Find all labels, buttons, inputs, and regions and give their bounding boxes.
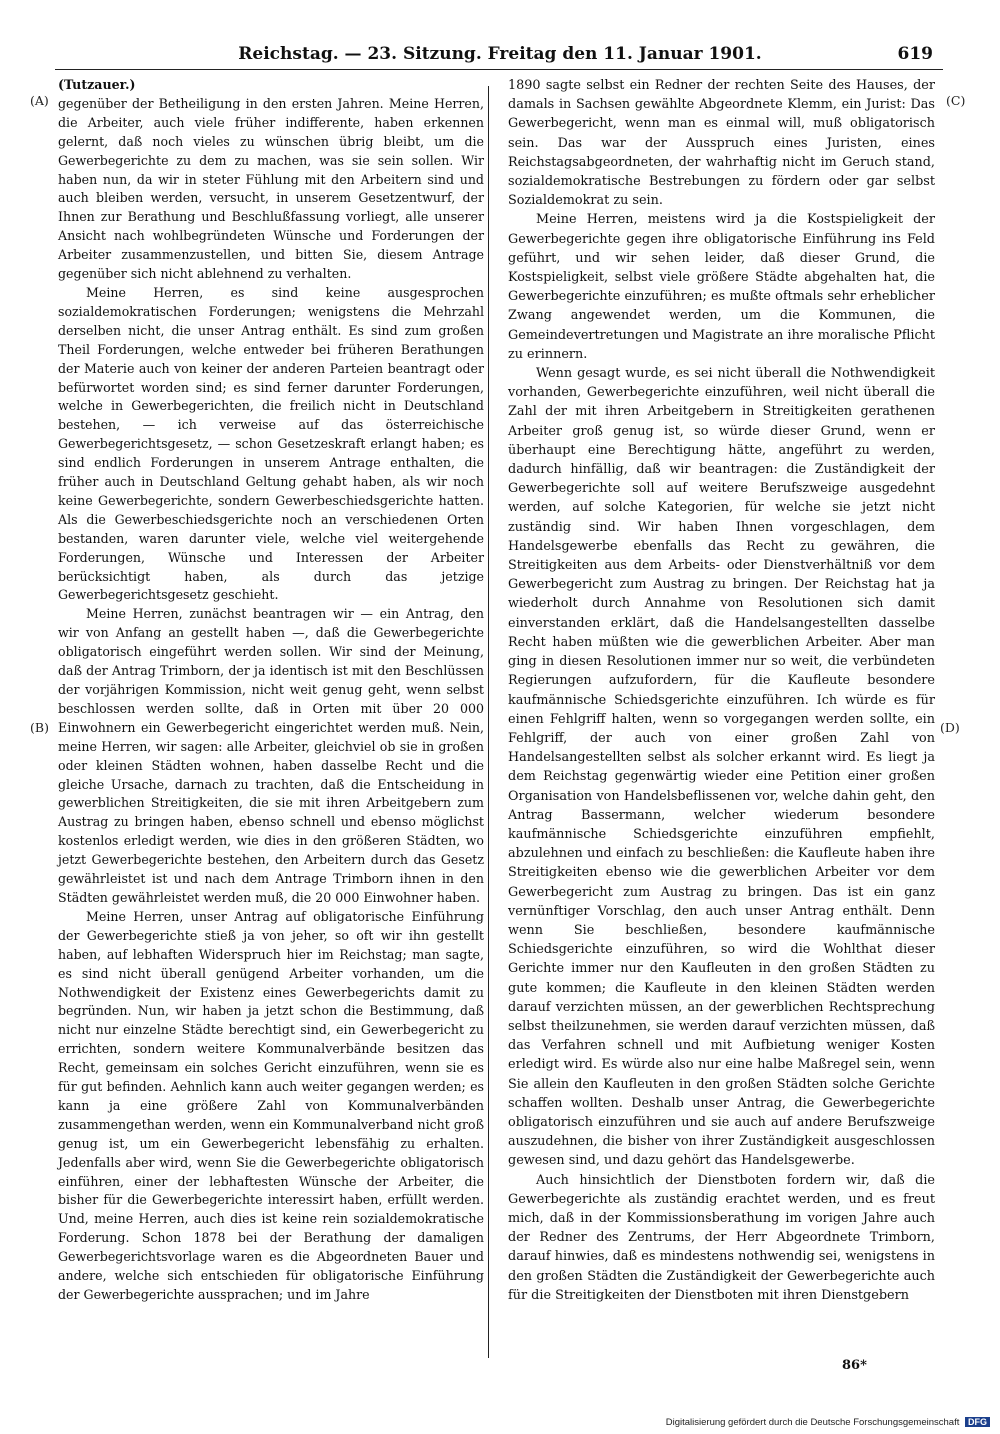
signature-mark: 86* <box>842 1358 867 1373</box>
paragraph: gegenüber der Betheiligung in den ersten Jahren. Meine Herren, die Arbeiter, auch viele früher indifferente, haben erkennen gelernt, daß noch vieles zu wünschen übrig bleibt, um die Gewerbegerichte zu dem zu machen, was sie sein sollen. Wir haben nun, da wir in steter Fühlung mit den Arbeitern sind und auch bleiben werden, versucht, in unserem Gesetzentwurf, der Ihnen zur Berathung und Beschlußfassung vorliegt, alle unserer Ansicht nach wohlbegründeten Wünsche und Forderungen der Arbeiter zusammenzustellen, und bitten Sie, diesem Antrage gegenüber sich nicht ablehnend zu verhalten. <box>58 95 484 282</box>
paragraph: 1890 sagte selbst ein Redner der rechten Seite des Hauses, der damals in Sachsen gewählte Abgeordnete Klemm, ein Jurist: Das Gewerbegericht, wenn man es einmal will, muß obligatorisch sein. Das war der Ausspruch eines Juristen, eines Reichstagsabgeordneten, der wahrhaftig nicht im Geruch stand, sozialdemokratische Bestrebungen zu fördern oder gar selbst Sozialdemokrat zu sein. <box>508 78 935 209</box>
margin-marker-d: (D) <box>940 720 960 735</box>
right-column <box>508 76 935 1305</box>
paragraph: Auch hinsichtlich der Dienstboten fordern wir, daß die Gewerbegerichte als zuständig erachtet werden, und es freut mich, daß in der Kommissionsberathung im vorigen Jahre auch der Redner des Zentrums, der Herr Abgeordnete Trimborn, darauf hinwies, daß es mindestens nothwendig sei, wenigstens in den großen Städten die Zuständigkeit der Gewerbegerichte auch für die Streitigkeiten der Dienstboten mit ihren Dienstgebern <box>508 1172 935 1303</box>
speaker-name: (Tutzauer.) <box>58 77 136 92</box>
running-title: Reichstag. — 23. Sitzung. Freitag den 11. Januar 1901. <box>238 44 762 64</box>
column-divider <box>488 86 489 1358</box>
digitization-credit <box>666 1417 990 1428</box>
page-header <box>55 44 945 70</box>
paragraph: Wenn gesagt wurde, es sei nicht überall die Nothwendigkeit vorhanden, Gewerbegerichte einzuführen, weil nicht überall die Zahl der mit ihren Arbeitgebern in Streitigkeiten gerathenen Arbeiter groß genug ist, so würde dieser Grund, wenn er überhaupt eine Berechtigung hätte, angeführt zu werden, dadurch hinfällig, daß wir beantragen: die Zuständigkeit der Gewerbegerichte soll auf weitere Berufszweige ausgedehnt werden, auf solche Kategorien, für welche sie jetzt nicht zuständig sind. Wir haben Ihnen vorgeschlagen, dem Handelsgewerbe ebenfalls das Recht zu gewähren, die Streitigkeiten aus dem Arbeits- oder Dienstverhältniß vor dem Gewerbegericht zum Austrag zu bringen. Der Reichstag hat ja wiederholt durch Annahme von Resolutionen sich damit einverstanden erklärt, daß die Handelsangestellten dasselbe Recht haben müßten wie die gewerblichen Arbeiter. Aber man ging in diesen Resolutionen immer nur so weit, die verbündeten Regierungen aufzufordern, für die Kaufleute besondere kaufmännische Schiedsgerichte einzuführen. Ich würde es für einen Fehlgriff halten, wenn so vorgegangen werden sollte, ein Fehlgriff, der auch von einer großen Zahl von Handelsangestellten selbst als solcher erkannt wird. Es liegt ja dem Reichstag gegenwärtig wieder eine Petition einer großen Organisation von Handelsbeflissenen vor, welche dahin geht, den Antrag Bassermann, welcher wiederum besondere kaufmännische Schiedsgerichte einzuführen empfiehlt, abzulehnen und einfach zu beschließen: die Kaufleute haben ihre Streitigkeiten ebenso wie die gewerblichen Arbeiter vor dem Gewerbegericht zum Austrag zu bringen. Das ist ein ganz vernünftiger Vorschlag, den auch unser Antrag enthält. Denn wenn Sie beschließen, besondere kaufmännische Schiedsgerichte einzuführen, so wird die Wohlthat dieser Gerichte immer nur den Kaufleuten in den großen Städten zu gute kommen; die Kaufleute in den kleinen Städten werden darauf verzichten müssen, an der gewerblichen Rechtsprechung selbst theilzunehmen, sie werden darauf verzichten müssen, daß das Verfahren schnell und mit Aufbietung weniger Kosten erledigt wird. Es würde also nur eine halbe Maßregel sein, wenn Sie allein den Kaufleuten in den großen Städten solche Gerichte schaffen wollten. Deshalb unser Antrag, die Gewerbegerichte obligatorisch einzuführen und sie auch auf andere Berufszweige auszudehnen, die bisher von ihrer Zuständigkeit ausgeschlossen gewesen sind, und dazu gehört das Handelsgewerbe. <box>508 366 935 1169</box>
dfg-logo: DFG <box>965 1417 990 1427</box>
margin-marker-a: (A) <box>30 93 49 108</box>
margin-marker-c: (C) <box>946 93 966 108</box>
page-number: 619 <box>897 44 933 64</box>
credit-text: Digitalisierung gefördert durch die Deutsche Forschungsgemeinschaft <box>665 1417 960 1428</box>
paragraph: Meine Herren, unser Antrag auf obligatorische Einführung der Gewerbegerichte stieß ja von jeher, so oft wir ihn gestellt haben, auf lebhaften Widerspruch hier im Reichstag; man sagte, es sind nicht überall genügend Arbeiter vorhanden, um die Nothwendigkeit der Existenz eines Gewerbegerichts damit zu begründen. Nun, wir haben ja jetzt schon die Bestimmung, daß nicht nur einzelne Städte berechtigt sind, ein Gewerbegericht zu errichten, sondern weitere Kommunalverbände besitzen das Recht, gemeinsam ein solches Gericht einzuführen, wenn sie es für gut befinden. Aehnlich kann auch weiter gegangen werden; es kann ja eine größere Zahl von Kommunalverbänden zusammengethan werden, wenn ein Kommunalverband nicht groß genug ist, um ein Gewerbegericht lebensfähig zu erhalten. Jedenfalls aber wird, wenn Sie die Gewerbegerichte obligatorisch einführen, einer der lebhaftesten Wünsche der Arbeiter, die bisher für die Gewerbegerichte interessirt haben, erfüllt werden. Und, meine Herren, auch dies ist keine rein sozialdemokratische Forderung. Schon 1878 bei der Berathung der damaligen Gewerbegerichtsvorlage waren es die Abgeordneten Bauer und andere, welche sich entschieden für obligatorische Einführung der Gewerbegerichte aussprachen; und im Jahre <box>58 908 484 1302</box>
paragraph: Meine Herren, zunächst beantragen wir — ein Antrag, den wir von Anfang an gestellt haben —, daß die Gewerbegerichte obligatorisch eingeführt werden sollen. Wir sind der Meinung, daß der Antrag Trimborn, der ja identisch ist mit den Beschlüssen der vorjährigen Kommission, nicht weit genug geht, wenn selbst beschlossen werden sollte, daß in Orten mit über 20 000 Einwohnern ein Gewerbegericht eingerichtet werden muß. Nein, meine Herren, wir sagen: alle Arbeiter, gleichviel ob sie in großen oder kleinen Städten wohnen, haben dasselbe Recht und die gleiche Ursache, darnach zu trachten, daß die Entscheidung in gewerblichen Streitigkeiten, die sie mit ihren Arbeitgebern zum Austrag zu bringen haben, ebenso schnell und ebenso möglichst kostenlos erledigt werden, wie dies in den größeren Städten, wo jetzt Gewerbegerichte bestehen, den Arbeitern durch das Gesetz gewährleistet ist und nach dem Antrage Trimborn ihnen in den Städten gewährleistet werden muß, die 20 000 Einwohner haben. <box>58 606 484 905</box>
paragraph: Meine Herren, es sind keine ausgesprochen sozialdemokratischen Forderungen; wenigstens die Mehrzahl derselben nicht, die unser Antrag enthält. Es sind zum großen Theil Forderungen, welche entweder bei früheren Berathungen der Materie auch von keiner der anderen Parteien beantragt oder befürwortet worden sind; es sind ferner darunter Forderungen, welche in Gewerbegerichten, die freilich nicht in Deutschland bestehen, — ich verweise auf das österreichische Gewerbegerichtsgesetz, — schon Gesetzeskraft erlangt haben; es sind endlich Forderungen in unserem Antrage enthalten, die früher auch in Deutschland Geltung gehabt haben, als wir noch keine Gewerbegerichte, sondern Gewerbeschiedsgerichte hatten. Als die Gewerbeschiedsgerichte noch an verschiedenen Orten bestanden, waren darunter viele, welche viel weitergehende Forderungen, Wünsche und Interessen der Arbeiter berücksichtigt haben, als durch das jetzige Gewerbegerichtsgesetz geschieht. <box>58 284 484 603</box>
header-rule <box>55 69 943 70</box>
margin-marker-b: (B) <box>30 720 49 735</box>
left-column <box>58 76 484 1305</box>
paragraph: Meine Herren, meistens wird ja die Kostspieligkeit der Gewerbegerichte gegen ihre obligatorische Einführung ins Feld geführt, und wir sehen leider, daß dieser Grund, die Kostspieligkeit, selbst viele größere Städte abgehalten hat, die Gewerbegerichte einzuführen; es mußte oftmals sehr erheblicher Zwang angewendet werden, um die Kommunen, die Gemeindevertretungen und Magistrate an ihre moralische Pflicht zu erinnern. <box>508 212 935 362</box>
